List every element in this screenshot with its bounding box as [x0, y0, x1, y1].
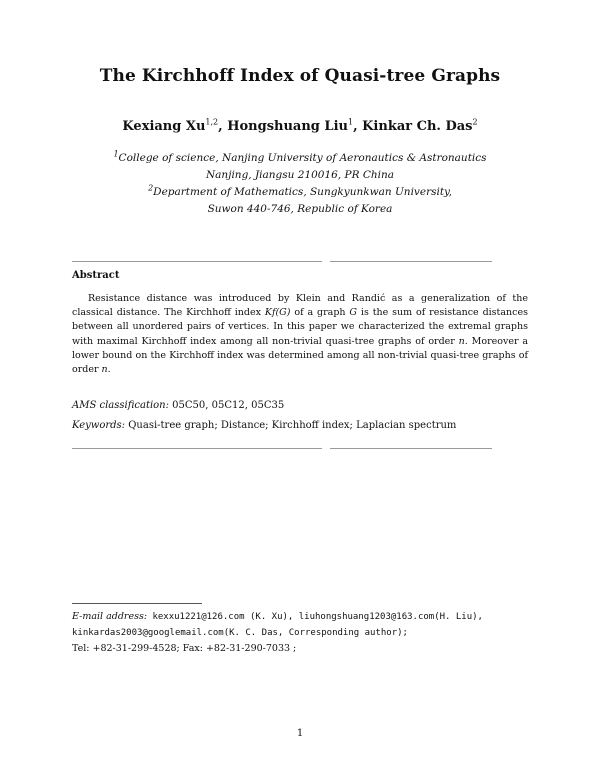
author-separator: ,: [218, 119, 228, 134]
math-kf: Kf(G): [264, 307, 291, 319]
paper-title: The Kirchhoff Index of Quasi-tree Graphs: [99, 66, 501, 86]
affiliation-line: Department of Mathematics, Sungkyunkwan University,: [153, 186, 452, 198]
email-address: liuhongshuang1203@163.com(H. Liu),: [298, 612, 483, 622]
author-name: Kinkar Ch. Das: [362, 119, 473, 134]
ams-label: AMS classification:: [72, 400, 169, 411]
section-divider: [72, 261, 322, 262]
author-name: Hongshuang Liu: [227, 119, 348, 134]
section-divider: [330, 448, 492, 449]
footnote-email-line: [72, 609, 542, 625]
author-separator: ,: [353, 119, 363, 134]
math-n: n: [458, 335, 465, 347]
keywords-label: Keywords:: [72, 420, 126, 431]
affiliation-mark: 1: [113, 149, 119, 159]
math-g: G: [349, 307, 358, 319]
email-address: kexxu1221@126.com (K. Xu),: [147, 612, 299, 622]
author-list: [0, 119, 600, 134]
section-divider: [330, 261, 492, 262]
footnote-phone: Tel: +82-31-299-4528; Fax: +82-31-290-7033 ;: [72, 643, 297, 654]
abstract-body: Resistance distance was introduced by Klein and Randić as a generalization of the classical distance. The Kirchhoff index Kf(G) of a graph G is the sum of resistance distances between all unordered pairs of vertices. In this paper we characterized the extremal graphs with maximal Kirchhoff index among all non-trivial quasi-tree graphs of order n. Moreover a lower bound on the Kirchhoff index was determined among all non-trivial quasi-tree graphs of order n.: [72, 293, 528, 376]
author-affiliation-mark: 2: [472, 117, 478, 127]
affiliation-line: Suwon 440-746, Republic of Korea: [207, 203, 393, 215]
page-number: 1: [296, 728, 304, 739]
section-divider: [72, 448, 322, 449]
author-affiliation-mark: 1,2: [205, 117, 219, 127]
email-address: kinkardas2003@googlemail.com(K. C. Das, Corresponding author);: [72, 628, 408, 638]
author-name: Kexiang Xu: [122, 119, 206, 134]
affiliation-mark: 2: [148, 183, 154, 193]
affiliation-2: [0, 184, 600, 218]
math-n: n: [101, 364, 108, 376]
email-label: E-mail address:: [72, 611, 148, 622]
affiliation-line: Nanjing, Jiangsu 210016, PR China: [205, 169, 395, 181]
keywords-value: Quasi-tree graph; Distance; Kirchhoff index; Laplacian spectrum: [125, 420, 457, 431]
affiliation-1: [0, 150, 600, 184]
ams-value: 05C50, 05C12, 05C35: [169, 400, 285, 411]
footnote-rule: [72, 603, 202, 604]
keywords: [72, 420, 456, 431]
abstract-heading: Abstract: [72, 270, 120, 281]
author-affiliation-mark: 1: [347, 117, 354, 127]
ams-classification: [72, 400, 284, 411]
affiliation-line: College of science, Nanjing University of Aeronautics & Astronautics: [118, 152, 487, 164]
